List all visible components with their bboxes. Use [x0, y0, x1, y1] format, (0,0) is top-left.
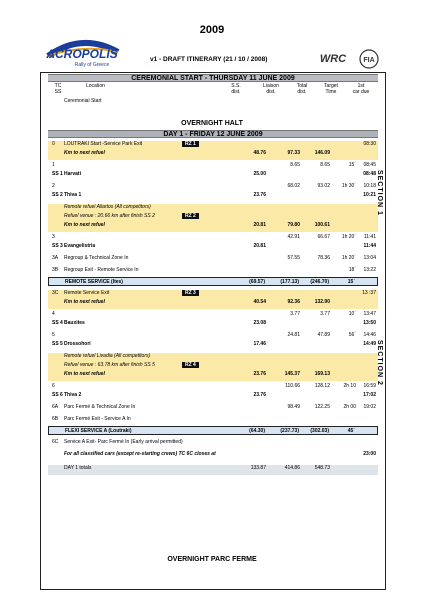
service-liaison: (177.13)	[280, 279, 299, 285]
cell-loc: Regroup Exit - Remote Service In	[64, 267, 139, 273]
regroup-zone-badge: RZ 4	[182, 362, 199, 368]
cell-tc: 6C	[52, 439, 59, 445]
cell-ss: 20.81	[253, 243, 266, 249]
cell-first: 08:45	[363, 162, 376, 168]
header-tc: TC SS	[54, 83, 62, 95]
cell-loc: Km to next refuel	[64, 371, 105, 377]
cell-loc: Parc Fermé Exit - Service A In	[64, 416, 131, 422]
acropolis-logo	[38, 36, 126, 68]
cell-tc: 2	[52, 183, 55, 189]
cell-first: 13:47	[363, 311, 376, 317]
cell-target: 2h 00	[343, 404, 356, 410]
cell-liaison: 68.02	[287, 183, 300, 189]
cell-tc: 3B	[52, 267, 59, 273]
cell-loc: LOUTRAKI Start -Service Park Exit	[64, 141, 143, 147]
cell-target: 1h 20´	[341, 255, 356, 261]
cell-total: 132.90	[314, 299, 330, 305]
cell-loc: Km to next refuel	[64, 222, 105, 228]
cell-loc: For all classified cars (except re-starting crews) TC 6C closes at	[64, 451, 216, 457]
cell-loc: DAY 1 totals	[64, 465, 92, 471]
cell-liaison: 42.91	[287, 234, 300, 240]
cell-tc: 6A	[52, 404, 59, 410]
itinerary-subtitle: v1 - DRAFT ITINERARY (21 / 10 / 2008)	[150, 56, 268, 63]
itinerary-row	[48, 255, 378, 265]
itinerary-row	[48, 222, 378, 232]
cell-liaison: 57.55	[287, 255, 300, 261]
cell-liaison: 97.33	[287, 150, 300, 156]
itinerary-row	[48, 404, 378, 414]
service-target: 45´	[347, 428, 355, 434]
cell-first: 10:21	[363, 192, 376, 198]
service-ss: (69.57)	[249, 279, 265, 285]
itinerary-row	[48, 267, 378, 277]
cell-tc: 6B	[52, 416, 59, 422]
itinerary-row	[48, 416, 378, 426]
cell-tc: 4	[52, 311, 55, 317]
cell-ss: 23.76	[253, 392, 266, 398]
cell-ss: 133.87	[250, 465, 266, 471]
cell-loc: Remote Service Exit	[64, 290, 110, 296]
svg-text:WRC: WRC	[319, 53, 347, 65]
regroup-zone-badge: RZ 1	[182, 141, 199, 147]
service-liaison: (237.73)	[280, 428, 299, 434]
service-label: FLEXI SERVICE A (Loutraki)	[65, 428, 132, 434]
year-title: 2009	[199, 24, 225, 36]
service-label: REMOTE SERVICE (Ites)	[65, 279, 123, 285]
cell-first: 13:22	[363, 267, 376, 273]
cell-first: 16:59	[363, 383, 376, 389]
section-1-label: SECTION 1	[376, 170, 383, 216]
service-target: 15´	[347, 279, 355, 285]
cell-loc: Drossohori	[64, 341, 91, 347]
cell-tc: 6	[52, 383, 55, 389]
cell-total: 78.36	[317, 255, 330, 261]
svg-text:Rally of Greece: Rally of Greece	[74, 62, 110, 68]
cell-total: 128.12	[314, 383, 330, 389]
cell-ss: 20.81	[253, 222, 266, 228]
day1-header: DAY 1 - FRIDAY 12 JUNE 2009	[48, 130, 378, 138]
cell-first: 10:18	[363, 183, 376, 189]
cell-liaison: 414.86	[284, 465, 300, 471]
cell-target: 15´	[348, 162, 356, 168]
service-box	[48, 277, 378, 286]
cell-target: 18´	[348, 267, 356, 273]
cell-ss: 23.08	[253, 320, 266, 326]
cell-first: 08:48	[363, 171, 376, 177]
cell-tc: 0	[52, 141, 55, 147]
cell-loc: Thiva 2	[64, 392, 82, 398]
cell-ss: 25.00	[253, 171, 266, 177]
regroup-zone-badge: RZ 2	[182, 213, 199, 219]
ceremonial-start-row: Ceremonial Start	[64, 98, 102, 104]
cell-loc: Bauxites	[64, 320, 85, 326]
cell-loc: Service A Exit- Parc Fermé In (Early arrival permitted)	[64, 439, 183, 445]
cell-total: 122.25	[314, 404, 330, 410]
svg-text:ACROPOLIS: ACROPOLIS	[46, 47, 118, 61]
fia-logo	[358, 49, 380, 69]
cell-tc: SS 1	[52, 171, 63, 177]
cell-loc: Remote refuel Aliartos (All competitors)	[64, 204, 151, 210]
cell-tc: SS 2	[52, 192, 63, 198]
cell-target: 56´	[348, 332, 356, 338]
cell-ss: 23.76	[253, 192, 266, 198]
cell-loc: Harvati	[64, 171, 81, 177]
cell-tc: SS 6	[52, 392, 63, 398]
itinerary-row	[48, 299, 378, 309]
header-target: Target Time	[324, 83, 338, 95]
cell-first: 13:50	[363, 320, 376, 326]
cell-target: 1h 20´	[341, 234, 356, 240]
cell-liaison: 98.49	[287, 404, 300, 410]
cell-first: 17:02	[363, 392, 376, 398]
section-2-label: SECTION 2	[376, 340, 383, 386]
cell-tc: 5	[52, 332, 55, 338]
service-total: (246.70)	[310, 279, 329, 285]
cell-ss: 17.46	[253, 341, 266, 347]
cell-loc: Km to next refuel	[64, 150, 105, 156]
itinerary-row	[48, 150, 378, 160]
cell-liaison: 79.80	[287, 222, 300, 228]
cell-loc: Regroup & Technical Zone In	[64, 255, 129, 261]
cell-tc: 3A	[52, 255, 59, 261]
regroup-zone-badge: RZ 3	[182, 290, 199, 296]
cell-total: 8.65	[320, 162, 330, 168]
cell-liaison: 92.36	[287, 299, 300, 305]
cell-liaison: 145.37	[284, 371, 300, 377]
cell-total: 548.73	[314, 465, 330, 471]
cell-ss: 23.76	[253, 371, 266, 377]
cell-loc: Remote refuel Livadia (All competitors)	[64, 353, 151, 359]
cell-total: 3.77	[320, 311, 330, 317]
cell-first: 14:49	[363, 341, 376, 347]
itinerary-row	[48, 192, 378, 202]
cell-first: 14:46	[363, 332, 376, 338]
cell-first: 11:41	[363, 234, 376, 240]
cell-liaison: 3.77	[290, 311, 300, 317]
header-total: Total dist.	[296, 83, 308, 95]
cell-target: 10´	[348, 311, 356, 317]
cell-ss: 40.54	[253, 299, 266, 305]
itinerary-row	[48, 439, 378, 449]
cell-loc: Refuel venue : 63.78 km after finish SS 5	[64, 362, 155, 368]
itinerary-row	[48, 392, 378, 402]
cell-first: 13 :37	[362, 290, 376, 296]
header-liaison: Liaison dist.	[263, 83, 279, 95]
wrc-logo	[318, 52, 348, 66]
cell-tc: SS 3	[52, 243, 63, 249]
service-ss: (64.30)	[249, 428, 265, 434]
cell-liaison: 8.65	[290, 162, 300, 168]
overnight-parc-ferme: OVERNIGHT PARC FERME	[167, 556, 257, 563]
cell-total: 169.13	[314, 371, 330, 377]
cell-tc: SS 4	[52, 320, 63, 326]
cell-loc: Refuel venue : 20.66 km after finish SS 2	[64, 213, 155, 219]
service-box	[48, 426, 378, 435]
header-first-car: 1st car due	[352, 83, 370, 95]
cell-tc: 3	[52, 234, 55, 240]
cell-total: 146.09	[314, 150, 330, 156]
cell-first: 19:02	[363, 404, 376, 410]
itinerary-row	[48, 243, 378, 253]
cell-target: 2h 10	[343, 383, 356, 389]
cell-loc: Evangelistria	[64, 243, 96, 249]
cell-loc: Km to next refuel	[64, 299, 105, 305]
cell-loc: Parc Fermé & Technical Zone In	[64, 404, 136, 410]
cell-liaison: 110.66	[285, 383, 300, 389]
cell-ss: 48.76	[253, 150, 266, 156]
itinerary-row	[48, 341, 378, 351]
svg-text:FIA: FIA	[363, 57, 375, 64]
cell-loc: Thiva 1	[64, 192, 82, 198]
cell-target: 1h 30´	[341, 183, 356, 189]
service-total: (302.03)	[310, 428, 329, 434]
header-ss-dist: S.S. dist.	[231, 83, 241, 95]
cell-first: 11:44	[363, 243, 376, 249]
cell-first: 13:04	[363, 255, 376, 261]
cell-total: 100.61	[314, 222, 330, 228]
cell-total: 47.89	[317, 332, 330, 338]
itinerary-row	[48, 371, 378, 381]
itinerary-row	[48, 451, 378, 461]
day1-totals-row	[48, 465, 378, 475]
cell-tc: 3C	[52, 290, 59, 296]
header-location: Location	[86, 83, 105, 89]
cell-first: 23:00	[363, 451, 376, 457]
cell-liaison: 24.81	[287, 332, 300, 338]
overnight-halt: OVERNIGHT HALT	[181, 120, 243, 127]
cell-tc: SS 5	[52, 341, 63, 347]
cell-total: 93.02	[317, 183, 330, 189]
cell-first: 08:30	[363, 141, 376, 147]
itinerary-row	[48, 320, 378, 330]
cell-total: 66.67	[317, 234, 330, 240]
cell-tc: 1	[52, 162, 55, 168]
itinerary-row	[48, 171, 378, 181]
ceremonial-header: CEREMONIAL START - THURSDAY 11 JUNE 2009	[48, 74, 378, 82]
